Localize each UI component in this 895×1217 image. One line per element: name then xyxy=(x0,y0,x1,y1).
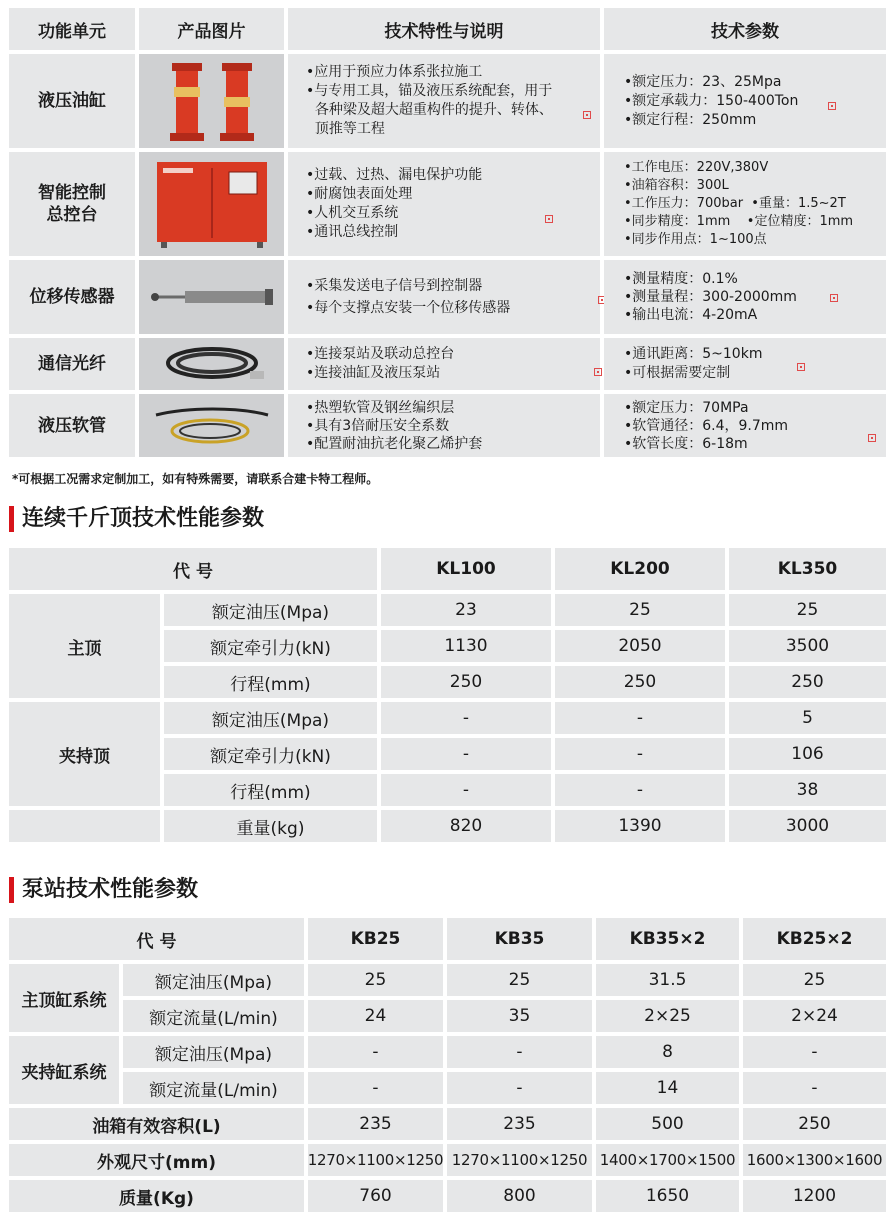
pump-param: 额定流量(L/min) xyxy=(123,1072,304,1104)
pump-value: - xyxy=(743,1072,886,1104)
jack-value: 3000 xyxy=(729,810,886,842)
pump-model-header: KB35 xyxy=(447,918,592,960)
row-name-hose xyxy=(9,394,135,457)
pump-value: 24 xyxy=(308,1000,443,1032)
jack-param: 额定牵引力(kN) xyxy=(164,630,377,662)
feature-line: •应用于预应力体系张拉施工 xyxy=(306,64,483,80)
placeholder-mark-icon xyxy=(828,102,836,110)
param-line: •测量精度：0.1% xyxy=(624,271,738,287)
row-name-hydraulic-cylinder xyxy=(9,54,135,148)
params-hydraulic-cylinder xyxy=(604,54,886,148)
feature-line: •采集发送电子信号到控制器 xyxy=(306,278,483,294)
row-name-line: 位移传感器 xyxy=(29,287,115,307)
jack-value: 2050 xyxy=(555,630,725,662)
pump-value: 35 xyxy=(447,1000,592,1032)
row-name-fiber xyxy=(9,338,135,390)
row-name-line: 智能控制 xyxy=(38,183,106,203)
param-line: •软管长度：6-18m xyxy=(624,435,748,452)
param-line: •额定压力：23、25Mpa xyxy=(624,73,782,90)
feature-line: •与专用工具，锚及液压系统配套，用于 xyxy=(306,83,553,99)
hydraulic-hose-icon xyxy=(148,401,276,451)
jack-value: 5 xyxy=(729,702,886,734)
jack-value: 1130 xyxy=(381,630,551,662)
jack-code-header: 代 号 xyxy=(9,548,377,590)
pump-model-header: KB25×2 xyxy=(743,918,886,960)
row-name-line: 液压软管 xyxy=(38,415,106,436)
pump-param: 额定油压(Mpa) xyxy=(123,964,304,996)
jack-value: 25 xyxy=(729,594,886,626)
jack-value: 25 xyxy=(555,594,725,626)
header-function-unit: 功能单元 xyxy=(9,8,135,50)
pump-value: 25 xyxy=(743,964,886,996)
pump-value: - xyxy=(308,1072,443,1104)
displacement-sensor-icon xyxy=(147,277,277,317)
pump-value: 800 xyxy=(447,1180,592,1212)
feature-line: •热塑软管及钢丝编织层 xyxy=(306,399,455,416)
row-name-control-console xyxy=(9,152,135,256)
control-console-photo xyxy=(139,152,284,256)
jack-param: 重量(kg) xyxy=(164,810,377,842)
feature-line: •具有3倍耐压安全系数 xyxy=(306,417,450,434)
jack-weight-spacer xyxy=(9,810,160,842)
placeholder-mark-icon xyxy=(830,294,838,302)
feature-line: •连接油缸及液压泵站 xyxy=(306,365,441,381)
param-line: •额定行程：250mm xyxy=(624,111,757,128)
pump-value: 250 xyxy=(743,1108,886,1140)
param-line: •测量量程：300-2000mm xyxy=(624,289,797,305)
feature-line: 各种梁及超大超重构件的提升、转体、 xyxy=(306,102,553,118)
params-displacement-sensor xyxy=(604,260,886,334)
displacement-sensor-photo xyxy=(139,260,284,334)
param-line: •工作压力：700bar •重量：1.5~2T xyxy=(624,196,846,211)
placeholder-mark-icon xyxy=(594,368,602,376)
row-name-displacement-sensor xyxy=(9,260,135,334)
pump-value: 235 xyxy=(447,1108,592,1140)
pump-mass-label: 质量(Kg) xyxy=(9,1180,304,1212)
pump-dimension-label: 外观尺寸(mm) xyxy=(9,1144,304,1176)
pump-code-header: 代 号 xyxy=(9,918,304,960)
pump-value: 1270×1100×1250 xyxy=(308,1144,443,1176)
pump-value: 1200 xyxy=(743,1180,886,1212)
title-accent-bar xyxy=(9,877,14,903)
pump-section-title: 泵站技术性能参数 xyxy=(22,877,199,902)
pump-value: 25 xyxy=(308,964,443,996)
jack-value: - xyxy=(381,774,551,806)
pump-group-main: 主顶缸系统 xyxy=(9,964,119,1032)
placeholder-mark-icon xyxy=(868,434,876,442)
param-line: •额定承载力：150-400Ton xyxy=(624,92,799,109)
pump-value: 2×25 xyxy=(596,1000,739,1032)
jack-model-header: KL350 xyxy=(729,548,886,590)
fiber-cable-icon xyxy=(152,341,272,387)
pump-param: 额定流量(L/min) xyxy=(123,1000,304,1032)
jack-value: 250 xyxy=(555,666,725,698)
param-line: •同步精度：1mm •定位精度：1mm xyxy=(624,214,854,229)
title-accent-bar xyxy=(9,506,14,532)
header-parameters: 技术参数 xyxy=(604,8,886,50)
param-line: •油箱容积：300L xyxy=(624,178,729,193)
features-displacement-sensor xyxy=(288,260,600,334)
pump-model-header: KB25 xyxy=(308,918,443,960)
header-product-image: 产品图片 xyxy=(139,8,284,50)
pump-value: - xyxy=(743,1036,886,1068)
pump-value: 8 xyxy=(596,1036,739,1068)
jack-value: 250 xyxy=(381,666,551,698)
feature-line: •配置耐油抗老化聚乙烯护套 xyxy=(306,435,483,452)
feature-line: •每个支撑点安装一个位移传感器 xyxy=(306,300,511,316)
jack-value: 106 xyxy=(729,738,886,770)
placeholder-mark-icon xyxy=(545,215,553,223)
jack-value: 820 xyxy=(381,810,551,842)
params-hose xyxy=(604,394,886,457)
jack-model-header: KL100 xyxy=(381,548,551,590)
footnote: *可根据工况需求定制加工，如有特殊需要，请联系合建卡特工程师。 xyxy=(12,472,379,486)
pump-value: 500 xyxy=(596,1108,739,1140)
feature-line: •过载、过热、漏电保护功能 xyxy=(306,167,483,183)
param-line: •额定压力：70MPa xyxy=(624,399,749,416)
jack-group-clamp: 夹持顶 xyxy=(9,702,160,806)
param-line: •同步作用点：1~100点 xyxy=(624,232,767,247)
param-line: •可根据需要定制 xyxy=(624,365,731,381)
pump-value: 14 xyxy=(596,1072,739,1104)
jack-value: - xyxy=(555,774,725,806)
jack-param: 额定油压(Mpa) xyxy=(164,594,377,626)
feature-line: •连接泵站及联动总控台 xyxy=(306,346,455,362)
jack-value: 1390 xyxy=(555,810,725,842)
pump-tank-label: 油箱有效容积(L) xyxy=(9,1108,304,1140)
features-control-console xyxy=(288,152,600,256)
jack-value: 23 xyxy=(381,594,551,626)
pump-value: 760 xyxy=(308,1180,443,1212)
pump-value: 1400×1700×1500 xyxy=(596,1144,739,1176)
control-console-icon xyxy=(151,158,273,250)
param-line: •通讯距离：5~10km xyxy=(624,346,763,362)
pump-value: - xyxy=(308,1036,443,1068)
features-hose xyxy=(288,394,600,457)
features-fiber xyxy=(288,338,600,390)
placeholder-mark-icon xyxy=(583,111,591,119)
pump-value: 1600×1300×1600 xyxy=(743,1144,886,1176)
pump-value: 25 xyxy=(447,964,592,996)
param-line: •软管通径：6.4，9.7mm xyxy=(624,417,789,434)
pump-value: 2×24 xyxy=(743,1000,886,1032)
feature-line: 顶推等工程 xyxy=(306,121,385,137)
feature-line: •通讯总线控制 xyxy=(306,224,399,240)
hydraulic-hose-photo xyxy=(139,394,284,457)
jack-param: 行程(mm) xyxy=(164,774,377,806)
feature-line: •耐腐蚀表面处理 xyxy=(306,186,413,202)
jack-value: 3500 xyxy=(729,630,886,662)
pump-value: 1650 xyxy=(596,1180,739,1212)
hydraulic-cylinder-icon xyxy=(152,57,272,145)
features-hydraulic-cylinder xyxy=(288,54,600,148)
pump-model-header: KB35×2 xyxy=(596,918,739,960)
pump-value: - xyxy=(447,1072,592,1104)
param-line: •输出电流：4-20mA xyxy=(624,307,758,323)
pump-value: 1270×1100×1250 xyxy=(447,1144,592,1176)
pump-value: 31.5 xyxy=(596,964,739,996)
jack-group-main: 主顶 xyxy=(9,594,160,698)
jack-param: 额定油压(Mpa) xyxy=(164,702,377,734)
jack-value: - xyxy=(381,738,551,770)
header-features: 技术特性与说明 xyxy=(288,8,600,50)
jack-value: - xyxy=(381,702,551,734)
jack-param: 行程(mm) xyxy=(164,666,377,698)
params-fiber xyxy=(604,338,886,390)
pump-value: - xyxy=(447,1036,592,1068)
jack-value: 38 xyxy=(729,774,886,806)
jack-param: 额定牵引力(kN) xyxy=(164,738,377,770)
hydraulic-cylinder-photo xyxy=(139,54,284,148)
fiber-cable-photo xyxy=(139,338,284,390)
jack-value: - xyxy=(555,738,725,770)
row-name-line: 液压油缸 xyxy=(38,91,106,111)
jack-value: - xyxy=(555,702,725,734)
param-line: •工作电压：220V,380V xyxy=(624,160,769,175)
jack-value: 250 xyxy=(729,666,886,698)
jack-model-header: KL200 xyxy=(555,548,725,590)
params-control-console xyxy=(604,152,886,256)
feature-line: •人机交互系统 xyxy=(306,205,399,221)
row-name-line: 总控台 xyxy=(46,205,98,225)
jack-section-title: 连续千斤顶技术性能参数 xyxy=(22,506,265,531)
pump-value: 235 xyxy=(308,1108,443,1140)
pump-group-clamp: 夹持缸系统 xyxy=(9,1036,119,1104)
pump-param: 额定油压(Mpa) xyxy=(123,1036,304,1068)
placeholder-mark-icon xyxy=(797,363,805,371)
row-name-line: 通信光纤 xyxy=(38,354,106,374)
